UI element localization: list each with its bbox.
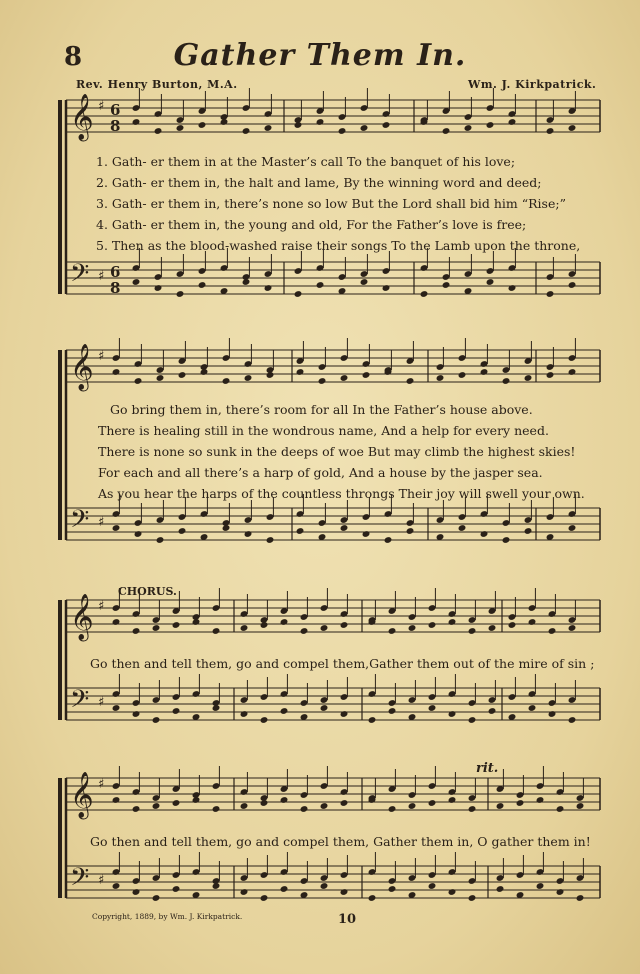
sheet-number: 10 [338, 912, 357, 927]
lyricist-credit: Rev. Henry Burton, M.A. [76, 78, 238, 91]
ritardando-mark: rit. [476, 761, 499, 776]
verse-3-line-a: 3. Gath- er them in, there’s none so low But the Lord shall bid him “Rise;” [96, 196, 566, 211]
svg-text:♯: ♯ [98, 269, 105, 284]
verse-4-line-b: For each and all there’s a harp of gold, And a house by the jasper sea. [98, 465, 543, 480]
svg-text:6: 6 [110, 101, 121, 119]
svg-text:♯: ♯ [98, 515, 105, 530]
svg-text:8: 8 [110, 117, 121, 135]
svg-text:♯: ♯ [98, 599, 105, 614]
svg-text:𝄞: 𝄞 [70, 594, 94, 640]
svg-text:♯: ♯ [98, 777, 105, 792]
chorus-label: CHORUS. [118, 585, 177, 598]
verse-5-line-a: 5. Then as the blood-washed raise their songs To the Lamb upon the throne, [96, 238, 581, 253]
verse-4-line-a: 4. Gath- er them in, the young and old, For the Father’s love is free; [96, 217, 527, 232]
composer-credit: Wm. J. Kirkpatrick. [468, 78, 597, 91]
svg-text:6: 6 [110, 263, 121, 281]
svg-text:𝄢: 𝄢 [70, 259, 90, 294]
copyright-notice: Copyright, 1889, by Wm. J. Kirkpatrick. [92, 912, 243, 921]
svg-text:𝄞: 𝄞 [70, 772, 94, 818]
verse-2-line-b: There is healing still in the wondrous name, And a help for every need. [98, 423, 549, 438]
svg-text:𝄞: 𝄞 [70, 94, 94, 140]
verse-1-line-b: Go bring them in, there’s room for all In the Father’s house above. [110, 402, 533, 417]
verse-1-line-a: 1. Gath- er them in at the Master’s call To the banquet of his love; [96, 154, 516, 169]
hymn-title: Gather Them In. [173, 38, 467, 73]
svg-text:♯: ♯ [98, 349, 105, 364]
verse-5-line-b: As you hear the harps of the countless throngs Their joy will swell your own. [98, 486, 585, 501]
page-number: 8 [64, 42, 83, 72]
svg-text:𝄞: 𝄞 [70, 344, 94, 390]
chorus-line-1: Go then and tell them, go and compel them,Gather them out of the mire of sin ; [90, 656, 595, 671]
verse-2-line-a: 2. Gath- er them in, the halt and lame, By the winning word and deed; [96, 175, 542, 190]
svg-text:♯: ♯ [98, 873, 105, 888]
svg-text:♯: ♯ [98, 695, 105, 710]
svg-text:8: 8 [110, 279, 121, 297]
svg-text:𝄢: 𝄢 [70, 685, 90, 720]
chorus-line-2: Go then and tell them, go and compel them, Gather them in, O gather them in! [90, 834, 591, 849]
svg-text:𝄢: 𝄢 [70, 863, 90, 898]
svg-text:♯: ♯ [98, 99, 105, 114]
verse-3-line-b: There is none so sunk in the deeps of woe But may climb the highest skies! [98, 444, 576, 459]
svg-text:𝄢: 𝄢 [70, 505, 90, 540]
